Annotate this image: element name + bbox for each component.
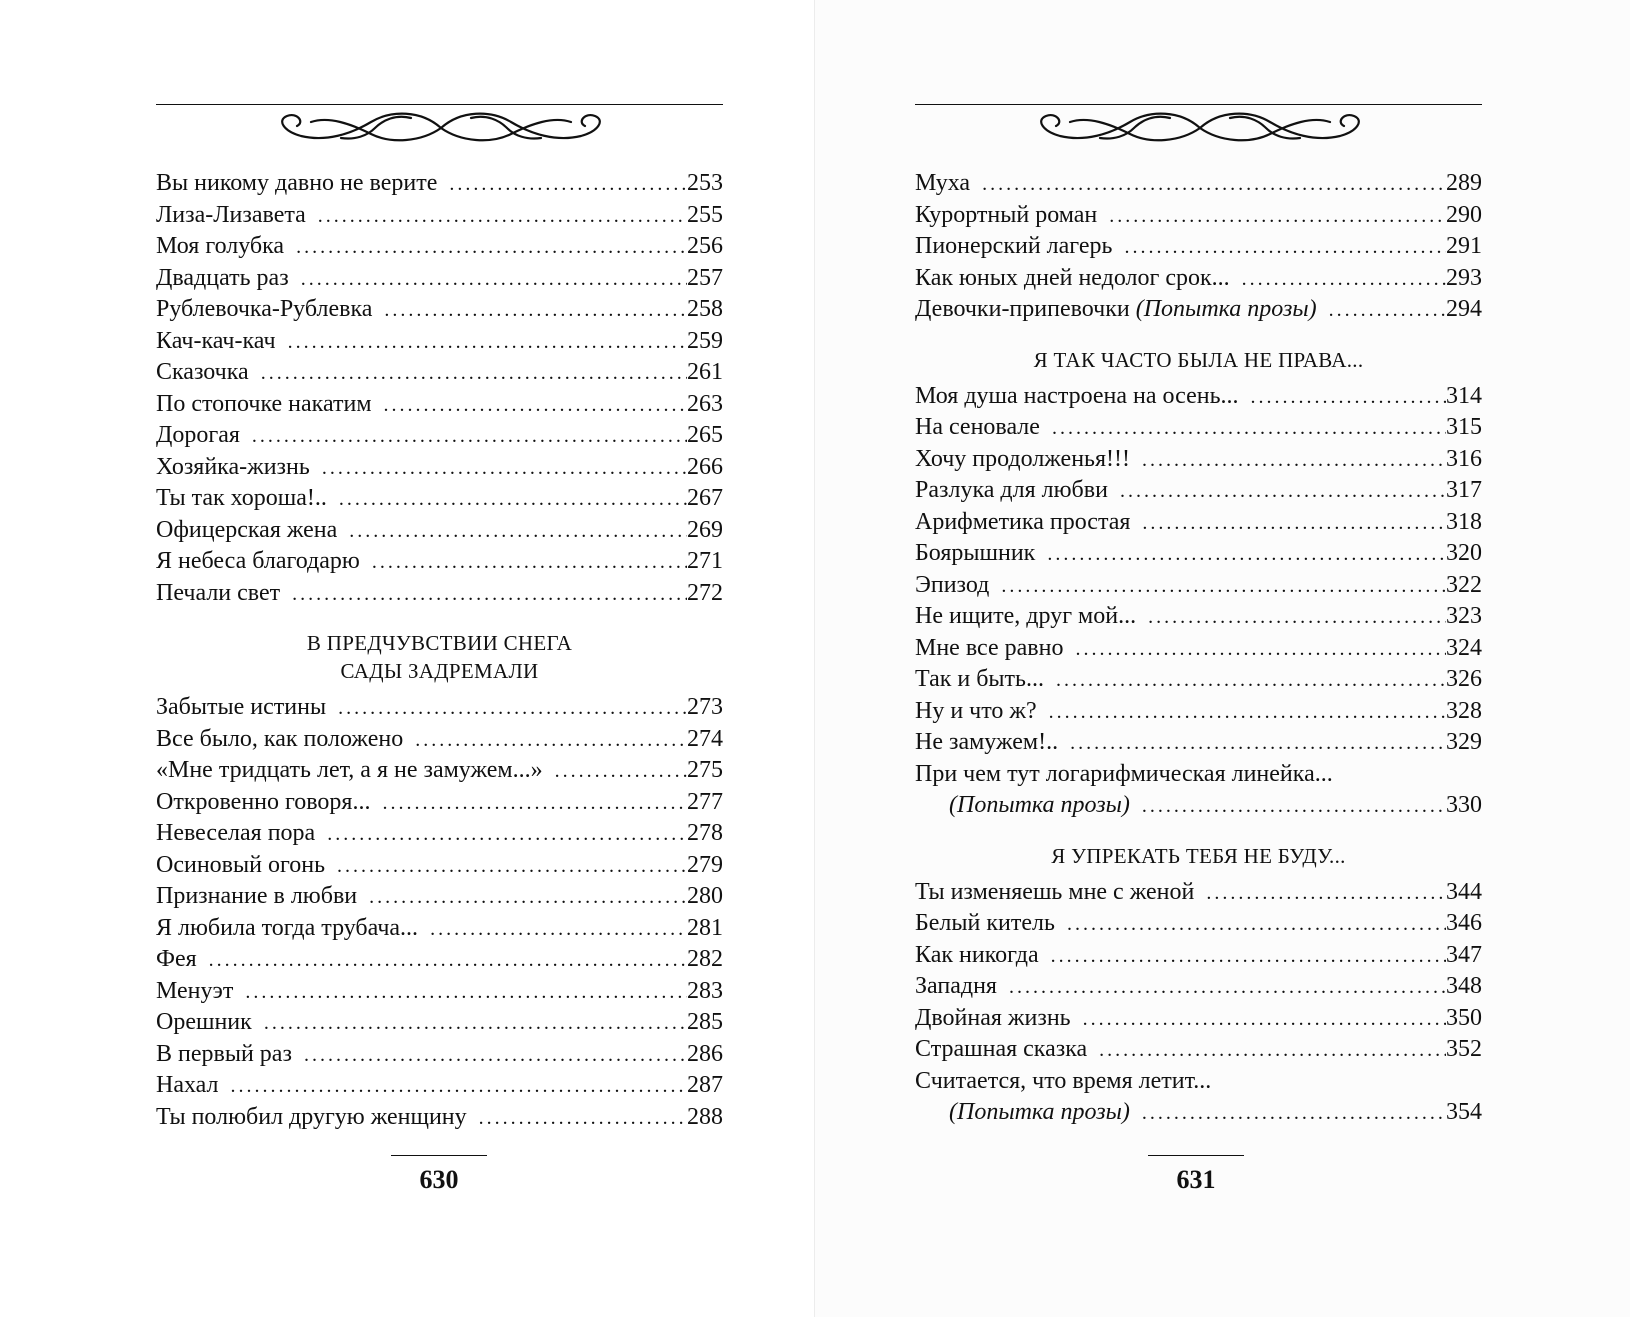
entry-page: 326	[1446, 666, 1482, 692]
folio-rule	[391, 1155, 487, 1156]
section-heading-line: В ПРЕДЧУВСТВИИ СНЕГА	[306, 631, 573, 655]
section-heading	[915, 822, 1482, 877]
dot-leader	[1056, 665, 1446, 697]
entry-title: Хочу продолженья!!!	[915, 445, 1131, 472]
entry-title: Кач-кач-кач	[156, 327, 276, 354]
entry-title: Как никогда	[915, 941, 1039, 968]
entry-title: Ты изменяешь мне с женой	[915, 878, 1195, 905]
entry-title: Так и быть...	[915, 666, 1044, 692]
dot-leader	[372, 547, 687, 579]
entry-page: 354	[1446, 1099, 1482, 1125]
toc-entry[interactable]	[156, 483, 723, 515]
toc-entry[interactable]	[915, 727, 1482, 759]
entry-title: При чем тут логарифмическая линейка...	[915, 760, 1333, 787]
entry-page: 289	[1446, 170, 1482, 196]
dot-leader	[338, 693, 687, 725]
entry-page: 273	[687, 694, 723, 720]
entry-title-note: (Попытка прозы)	[1135, 296, 1317, 322]
ornament-flourish-icon	[1030, 108, 1370, 148]
toc-entry[interactable]	[156, 452, 723, 484]
page-number: 630	[419, 1165, 459, 1194]
entry-page: 317	[1446, 477, 1482, 503]
entry-page: 352	[1446, 1036, 1482, 1062]
dot-leader	[1049, 697, 1446, 729]
entry-page: 256	[687, 233, 723, 259]
toc-entry[interactable]	[156, 1102, 723, 1134]
dot-leader	[1142, 445, 1446, 477]
toc-entry[interactable]	[156, 881, 723, 913]
entry-page: 274	[687, 725, 723, 752]
dot-leader	[245, 977, 687, 1009]
toc-entry[interactable]	[915, 664, 1482, 696]
toc-entry[interactable]	[156, 818, 723, 850]
entry-page: 267	[687, 485, 723, 511]
entry-title: Арифметика простая	[915, 508, 1131, 535]
entry-page: 290	[1446, 201, 1482, 228]
entry-title: Ну и что ж?	[915, 697, 1037, 724]
dot-leader	[369, 882, 687, 914]
toc-entry[interactable]	[156, 1007, 723, 1039]
entry-page: 266	[687, 453, 723, 480]
dot-leader	[1120, 476, 1446, 508]
toc-entry[interactable]	[156, 168, 723, 200]
toc-entry[interactable]	[156, 1070, 723, 1102]
toc-entry[interactable]	[156, 389, 723, 421]
dot-leader	[1099, 1035, 1446, 1067]
toc-entry[interactable]	[915, 1066, 1482, 1129]
folio-rule	[1148, 1155, 1244, 1156]
dot-leader	[1148, 602, 1446, 634]
dot-leader	[1075, 634, 1446, 666]
dot-leader	[430, 914, 687, 946]
entry-page: 278	[687, 820, 723, 846]
dot-leader	[1109, 201, 1446, 233]
toc-entry[interactable]	[156, 326, 723, 358]
toc-entry[interactable]	[156, 546, 723, 578]
toc-entry[interactable]	[156, 263, 723, 295]
entry-page: 316	[1446, 445, 1482, 472]
entry-title: Невеселая пора	[156, 820, 316, 846]
entry-title: Рублевочка-Рублевка	[156, 296, 373, 322]
toc-entry[interactable]	[156, 231, 723, 263]
toc-entry[interactable]	[156, 913, 723, 945]
entry-title: Разлука для любви	[915, 477, 1108, 503]
toc-entries-top	[156, 168, 723, 609]
dot-leader	[1124, 232, 1446, 264]
entry-subtitle: (Попытка прозы)	[949, 792, 1130, 818]
dot-leader	[479, 1103, 687, 1135]
dot-leader	[337, 851, 687, 883]
entry-page: 293	[1446, 264, 1482, 291]
toc-entry[interactable]	[156, 787, 723, 819]
entry-title: Я любила тогда трубача...	[156, 914, 419, 941]
section-heading	[915, 326, 1482, 381]
dot-leader	[1051, 941, 1446, 973]
entry-title: Забытые истины	[156, 694, 327, 720]
entry-title: На сеновале	[915, 414, 1040, 440]
dot-leader	[1070, 728, 1446, 760]
entry-page: 320	[1446, 540, 1482, 566]
entry-title: Мне все равно	[915, 634, 1064, 661]
entry-title: Вы никому давно не верите	[156, 170, 438, 196]
entry-title: Нахал	[156, 1072, 219, 1098]
entry-page: 287	[687, 1072, 723, 1098]
entry-title: Менуэт	[156, 977, 234, 1004]
toc-entry[interactable]	[156, 294, 723, 326]
entry-title: Эпизод	[915, 571, 990, 598]
dot-leader	[301, 264, 687, 296]
toc-entries-a	[915, 168, 1482, 326]
entry-title: Признание в любви	[156, 883, 358, 909]
entry-title: Хозяйка-жизнь	[156, 453, 310, 480]
toc-entry[interactable]	[915, 940, 1482, 972]
entry-title: Моя душа настроена на осень...	[915, 382, 1239, 409]
header-rule	[156, 104, 723, 105]
toc-entry[interactable]	[915, 412, 1482, 444]
entry-page: 271	[687, 548, 723, 574]
entry-title: Муха	[915, 170, 971, 196]
dot-leader	[327, 819, 687, 851]
dot-leader	[1052, 413, 1446, 445]
entry-page: 348	[1446, 973, 1482, 999]
toc-entry[interactable]	[915, 538, 1482, 570]
entry-title: Орешник	[156, 1009, 252, 1035]
dot-leader	[1083, 1004, 1446, 1036]
entry-page: 315	[1446, 414, 1482, 440]
entry-subline	[915, 790, 1482, 822]
toc-left	[156, 168, 723, 1133]
right-page	[815, 0, 1630, 1317]
dot-leader	[1047, 539, 1446, 571]
entry-title: Я небеса благодарю	[156, 548, 360, 574]
dot-leader	[339, 484, 687, 516]
page-number: 631	[1176, 1165, 1216, 1194]
dot-leader	[1142, 508, 1446, 540]
entry-page: 329	[1446, 729, 1482, 755]
section-heading-line: Я ТАК ЧАСТО БЫЛА НЕ ПРАВА...	[1033, 347, 1364, 372]
toc-entries-b	[915, 381, 1482, 822]
entry-page: 288	[687, 1103, 723, 1130]
entry-title-main: Девочки-припевочки	[915, 296, 1130, 322]
entry-title: По стопочке накатим	[156, 390, 372, 417]
entry-page: 347	[1446, 941, 1482, 968]
toc-entry[interactable]	[915, 633, 1482, 665]
toc-entry[interactable]	[156, 1039, 723, 1071]
toc-entry[interactable]	[156, 724, 723, 756]
entry-page: 344	[1446, 878, 1482, 905]
entry-subtitle: (Попытка прозы)	[949, 1099, 1130, 1125]
header-rule	[915, 104, 1482, 105]
entry-title: Курортный роман	[915, 201, 1098, 228]
entry-title: Не замужем!..	[915, 729, 1059, 755]
dot-leader	[384, 390, 687, 422]
entry-page: 261	[687, 359, 723, 385]
dot-leader	[322, 453, 687, 485]
entry-title: Сказочка	[156, 359, 249, 385]
entry-page: 291	[1446, 233, 1482, 259]
entry-page: 259	[687, 327, 723, 354]
entry-subline	[915, 1097, 1482, 1129]
entry-title: Белый китель	[915, 910, 1055, 936]
entry-title: Двадцать раз	[156, 264, 289, 291]
dot-leader	[261, 358, 687, 390]
entry-page: 258	[687, 296, 723, 322]
toc-entry[interactable]	[915, 507, 1482, 539]
section-heading-line: САДЫ ЗАДРЕМАЛИ	[340, 659, 539, 683]
entry-title	[915, 294, 1329, 326]
entry-title: Осиновый огонь	[156, 851, 326, 878]
dot-leader	[288, 327, 687, 359]
entry-page: 285	[687, 1009, 723, 1035]
dot-leader	[1009, 972, 1446, 1004]
entry-title: Считается, что время летит...	[915, 1067, 1212, 1094]
entry-title: Пионерский лагерь	[915, 233, 1113, 259]
entry-page: 272	[687, 579, 723, 606]
section-heading	[156, 609, 723, 692]
toc-entry[interactable]	[915, 1003, 1482, 1035]
dot-leader	[384, 295, 687, 327]
dot-leader	[1001, 571, 1446, 603]
dot-leader	[252, 421, 687, 453]
toc-entry[interactable]	[156, 200, 723, 232]
entry-page: 314	[1446, 382, 1482, 409]
entry-page: 328	[1446, 697, 1482, 724]
dot-leader	[555, 756, 687, 788]
dot-leader	[349, 516, 687, 548]
entry-title: Откровенно говоря...	[156, 788, 371, 815]
entry-title: Двойная жизнь	[915, 1004, 1071, 1031]
toc-entry[interactable]	[915, 263, 1482, 295]
entry-title: Боярышник	[915, 540, 1036, 566]
dot-leader	[449, 169, 687, 201]
entry-page: 281	[687, 914, 723, 941]
toc-entry[interactable]	[156, 976, 723, 1008]
toc-entry[interactable]	[915, 759, 1482, 822]
entry-title: Лиза-Лизавета	[156, 201, 306, 228]
toc-entries-bottom	[156, 692, 723, 1133]
entry-title: Печали свет	[156, 579, 281, 606]
dot-leader	[1142, 791, 1446, 823]
entry-page: 275	[687, 757, 723, 783]
toc-entry[interactable]	[156, 357, 723, 389]
toc-right	[915, 168, 1482, 1129]
entry-page: 323	[1446, 603, 1482, 629]
toc-entry[interactable]	[915, 294, 1482, 326]
dot-leader	[1142, 1098, 1446, 1130]
dot-leader	[382, 788, 687, 820]
toc-entry[interactable]	[156, 515, 723, 547]
entry-page: 322	[1446, 571, 1482, 598]
dot-leader	[1242, 264, 1446, 296]
entry-title: Ты полюбил другую женщину	[156, 1103, 467, 1130]
toc-entry[interactable]	[915, 444, 1482, 476]
toc-entry[interactable]	[156, 944, 723, 976]
dot-leader	[209, 945, 687, 977]
entry-title: Офицерская жена	[156, 516, 338, 543]
toc-entry[interactable]	[915, 601, 1482, 633]
entry-title: Не ищите, друг мой...	[915, 603, 1137, 629]
entry-page: 346	[1446, 910, 1482, 936]
toc-entry[interactable]	[156, 420, 723, 452]
toc-entry[interactable]	[915, 877, 1482, 909]
dot-leader	[296, 232, 687, 264]
toc-entry[interactable]	[915, 231, 1482, 263]
dot-leader	[1206, 878, 1446, 910]
dot-leader	[231, 1071, 687, 1103]
dot-leader	[292, 579, 687, 611]
dot-leader	[318, 201, 687, 233]
dot-leader	[415, 725, 687, 757]
toc-entry[interactable]	[156, 755, 723, 787]
toc-entry[interactable]	[915, 696, 1482, 728]
toc-entry[interactable]	[915, 570, 1482, 602]
toc-entry[interactable]	[915, 971, 1482, 1003]
toc-entries-c	[915, 877, 1482, 1129]
toc-entry[interactable]	[915, 168, 1482, 200]
entry-page: 330	[1446, 792, 1482, 818]
toc-entry[interactable]	[156, 578, 723, 610]
entry-title: Все было, как положено	[156, 725, 404, 752]
toc-entry[interactable]	[915, 381, 1482, 413]
toc-entry[interactable]	[156, 850, 723, 882]
entry-page: 277	[687, 788, 723, 815]
entry-title: Как юных дней недолог срок...	[915, 264, 1230, 291]
dot-leader	[982, 169, 1446, 201]
toc-entry[interactable]	[915, 1034, 1482, 1066]
entry-page: 255	[687, 201, 723, 228]
entry-page: 269	[687, 516, 723, 543]
entry-title: В первый раз	[156, 1040, 292, 1067]
entry-title: Ты так хороша!..	[156, 485, 327, 511]
toc-entry[interactable]	[915, 908, 1482, 940]
entry-page: 283	[687, 977, 723, 1004]
entry-title: Фея	[156, 946, 197, 972]
entry-page: 318	[1446, 508, 1482, 535]
entry-page: 253	[687, 170, 723, 196]
entry-title: Дорогая	[156, 422, 240, 448]
entry-page: 263	[687, 390, 723, 417]
entry-page: 324	[1446, 634, 1482, 661]
ornament-flourish-icon	[271, 108, 611, 148]
section-heading-line: Я УПРЕКАТЬ ТЕБЯ НЕ БУДУ...	[1051, 843, 1346, 868]
entry-page: 350	[1446, 1004, 1482, 1031]
entry-page: 294	[1446, 296, 1482, 322]
entry-page: 286	[687, 1040, 723, 1067]
toc-entry[interactable]	[156, 692, 723, 724]
dot-leader	[1067, 909, 1446, 941]
dot-leader	[1251, 382, 1446, 414]
dot-leader	[304, 1040, 687, 1072]
entry-page: 257	[687, 264, 723, 291]
entry-title: Моя голубка	[156, 233, 285, 259]
toc-entry[interactable]	[915, 200, 1482, 232]
entry-title: «Мне тридцать лет, а я не замужем...»	[156, 757, 543, 783]
entry-page: 279	[687, 851, 723, 878]
entry-title: Западня	[915, 973, 997, 999]
entry-page: 265	[687, 422, 723, 448]
dot-leader	[264, 1008, 687, 1040]
toc-entry[interactable]	[915, 475, 1482, 507]
entry-title: Страшная сказка	[915, 1036, 1088, 1062]
entry-page: 280	[687, 883, 723, 909]
entry-page: 282	[687, 946, 723, 972]
dot-leader	[1329, 295, 1446, 327]
